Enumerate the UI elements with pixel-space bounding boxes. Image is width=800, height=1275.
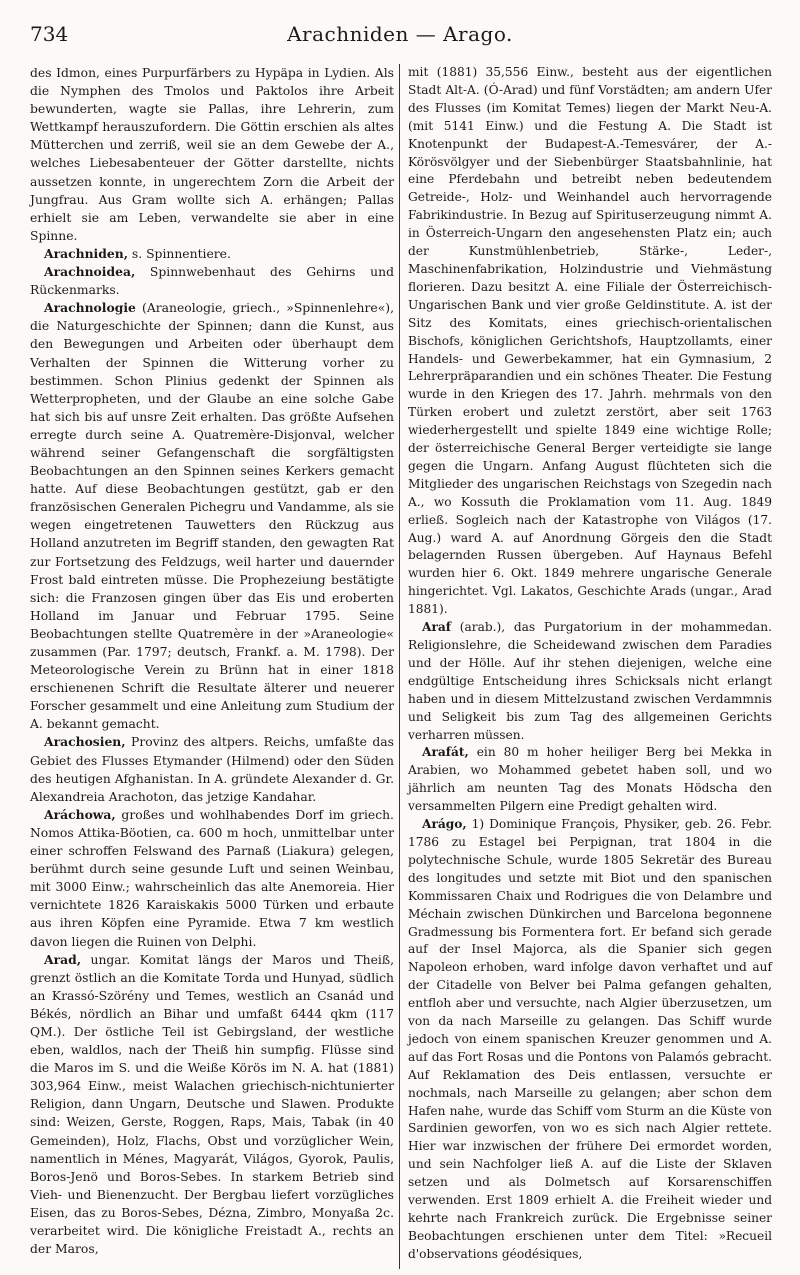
entry-text: s. Spinnentiere. [128,246,231,261]
entry-continuation [30,64,394,245]
entry-text: des Idmon, eines Purpurfärbers zu Hypäpa in Lydien. Als die Nymphen des Tmolos und Paktolos ihre Arbeit bewunderten, wagte sie Pallas, ihre Lehrerin, zum Wettkampf herauszufordern. Die Göttin erschien als altes Mütterchen und zerriß, weil sie an dem Gewebe der A., welches Liebesabenteuer der Götter darstellte, nichts aussetzen konnte, in ungerechtem Zorn die Arbeit der Jungfrau. Aus Gram wollte sich A. erhängen; Pallas erhielt sie am Leben, verwandelte sie aber in eine Spinne. [30,66,394,243]
entry-headword: Arachnologie [44,300,136,316]
entry-arachnoidea [30,263,394,299]
entry-arachnologie [30,299,394,733]
entry-headword: Arachnoidea, [44,264,136,280]
entry-headword: Arachniden, [44,245,128,261]
entry-text: ein 80 m hoher heiliger Berg bei Mekka in Arabien, wo Mohammed gebetet haben soll, und wo jährlich am neunten Tag des Monats Hödscha den versammelten Pilgern eine Predigt gehalten wird. [408,745,772,814]
entry-text: (Araneologie, griech., »Spinnenlehre«), die Naturgeschichte der Spinnen; dann die Kunst, aus den Bewegungen und Arbeiten oder überhaupt dem Verhalten der Spinnen die Witterung vorher zu bestimmen. Schon Plinius gedenkt der Spinnen als Wetterpropheten, und der Glaube an eine solche Gabe hat sich bis auf unsre Zeit erhalten. Das größte Aufsehen erregte durch seine A. Quatremère-Disjonval, welcher während seiner Gefangenschaft die sorgfältigsten Beobachtungen an den Spinnen seines Kerkers gemacht hatte. Auf diese Beobachtungen gestützt, gab er den französischen Generalen Pichegru und Vandamme, als sie wegen eingetretenen Tauwetters den Rückzug aus Holland anzutreten im Begriff standen, den gewagten Rat zur Fortsetzung des Feldzugs, weil harter und dauernder Frost bald eintreten müsse. Die Prophezeiung bestätigte sich: die Franzosen gingen über das Eis und eroberten Holland im Januar und Februar 1795. Seine Beobachtungen stellte Quatremère in der »Araneologie« zusammen (Par. 1797; deutsch, Frankf. a. M. 1798). Der Meteorologische Verein zu Brünn hat in einer 1818 erschienenen Schrift die Resultate älterer und neuerer Forscher gesammelt und eine Anleitung zum Studium der A. bekannt gemacht. [30,301,394,732]
entry-arago [408,816,772,1264]
entry-arachosien [30,733,394,805]
entry-text: mit (1881) 35,556 Einw., besteht aus der eigentlichen Stadt Alt-A. (Ó-Arad) und fünf Vorstädten; am andern Ufer des Flusses (im Komitat Temes) liegen der Markt Neu-A. (mit 5141 Einw.) und die Festung A. Die Stadt ist Knotenpunkt der Budapest-A.-Temesvárer, der A.-Körösvölgyer und der Siebenbürger Staatsbahnlinie, hat eine Pferdebahn und betreibt neben bedeutendem Getreide-, Holz- und Weinhandel auch hervorragende Fabrikindustrie. In Bezug auf Spirituserzeugung nimmt A. in Österreich-Ungarn den angesehensten Platz ein; auch der Kunstmühlenbetrieb, Stärke-, Leder-, Maschinenfabrikation, Holzindustrie und Viehmästung florieren. Dazu besitzt A. eine Filiale der Österreichisch-Ungarischen Bank und vier große Geldinstitute. A. ist der Sitz des Komitats, eines griechisch-orientalischen Bischofs, königlichen Gerichtshofs, Hauptzollamts, einer Handels- und Gewerbekammer, hat ein Gymnasium, 2 Lehrerpräparandien und ein schönes Theater. Die Festung wurde in den Kriegen des 17. Jahrh. mehrmals von den Türken erobert und zuletzt zerstört, aber seit 1763 wiederhergestellt und spielte 1849 eine wichtige Rolle; der österreichische General Berger verteidigte sie lange gegen die Ungarn. Anfang August flüchteten sich die Mitglieder des ungarischen Reichstags von Szegedin nach A., wo Kossuth die Proklamation vom 11. Aug. 1849 erließ. Sogleich nach der Katastrophe von Világos (17. Aug.) ward A. auf Anordnung Görgeis den die Stadt belagernden Russen übergeben. Auf Haynaus Befehl wurden hier 6. Okt. 1849 mehrere ungarische Generale hingerichtet. Vgl. Lakatos, Geschichte Arads (ungar., Arad 1881). [408,65,772,617]
entry-arad [30,951,394,1259]
entry-arachowa [30,806,394,951]
entry-araf [408,619,772,744]
entry-text: großes und wohlhabendes Dorf im griech. Nomos Attika-Böotien, ca. 600 m hoch, unmittelbar unter einer schroffen Felswand des Parnaß (Liakura) gelegen, berühmt durch seine gesunde Luft und seinen Weinbau, mit 3000 Einw.; wahrscheinlich das alte Anemoreia. Hier vernichtete 1826 Karaiskakis 5000 Türken und erbaute aus ihren Köpfen eine Pyramide. Etwa 7 km westlich davon liegen die Ruinen von Delphi. [30,807,394,949]
entry-headword: Arachosien, [44,734,126,750]
running-title: Arachniden — Arago. [287,22,513,46]
left-column [30,64,394,1258]
entry-text: ungar. Komitat längs der Maros und Theiß, grenzt östlich an die Komitate Torda und Hunyad, südlich an Krassó-Szörény und Temes, westlich an Csanád und Békés, nördlich an Bihar und umfaßt 6444 qkm (117 QM.). Der östliche Teil ist Gebirgsland, der westliche eben, waldlos, nach der Theiß hin sumpfig. Flüsse sind die Maros im S. und die Weiße Körös im N. A. hat (1881) 303,964 Einw., meist Walachen griechisch-nichtunierter Religion, dann Ungarn, Deutsche und Slawen. Produkte sind: Weizen, Gerste, Roggen, Raps, Mais, Tabak (in 40 Gemeinden), Holz, Flachs, Obst und vorzüglicher Wein, namentlich in Ménes, Magyarát, Világos, Gyorok, Paulis, Boros-Jenö und Boros-Sebes. In starkem Betrieb sind Vieh- und Bienenzucht. Der Bergbau liefert vorzügliches Eisen, das zu Boros-Sebes, Dézna, Zimbro, Monyaßa 2c. verarbeitet wird. Die königliche Freistadt A., rechts an der Maros, [30,952,394,1257]
entry-headword: Arad, [44,951,82,967]
entry-headword: Arafát, [422,745,469,760]
entry-continuation [408,64,772,619]
entry-headword: Arágo, [422,817,467,832]
entry-headword: Aráchowa, [44,806,116,822]
right-column [408,64,772,1264]
entry-arachniden [30,245,394,263]
entry-text: Provinz des altpers. Reichs, umfaßte das Gebiet des Flusses Etymander (Hilmend) oder den Süden des heutigen Afghanistan. In A. gründete Alexander d. Gr. Alexandreia Arachoton, das jetzige Kandahar. [30,735,394,804]
entry-text: 1) Dominique François, Physiker, geb. 26. Febr. 1786 zu Estagel bei Perpignan, trat 1804 in die polytechnische Schule, wurde 1805 Sekretär des Bureau des longitudes und setzte mit Biot und den spanischen Kommissaren Chaix und Rodrigues die von Delambre und Méchain zwischen Dünkirchen und Barcelona begonnene Gradmessung bis Formentera fort. Er befand sich gerade auf der Insel Majorca, als die Spanier sich gegen Napoleon erhoben, ward infolge davon verhaftet und auf der Citadelle von Belver bei Palma gefangen gehalten, entfloh aber und versuchte, nach Algier überzusetzen, um von da nach Marseille zu gelangen. Das Schiff wurde jedoch von einem spanischen Kreuzer genommen und A. auf das Fort Rosas und die Pontons von Palamós gebracht. Auf Reklamation des Deis entlassen, versuchte er nochmals, nach Marseille zu gelangen; aber schon dem Hafen nahe, wurde das Schiff vom Sturm an die Küste von Sardinien geworfen, von wo es sich nach Algier rettete. Hier war inzwischen der frühere Dei ermordet worden, und sein Nachfolger ließ A. auf die Liste der Sklaven setzen und als Dolmetsch auf Korsarenschiffen verwenden. Erst 1809 erhielt A. die Freiheit wieder und kehrte nach Frankreich zurück. Die Ergebnisse seiner Beobachtungen erschienen unter dem Titel: »Recueil d'observations géodésiques, [408,817,772,1261]
running-header [30,22,770,52]
page-number: 734 [30,22,69,46]
entry-arafat [408,744,772,816]
entry-text: (arab.), das Purgatorium in der mohammedan. Religionslehre, die Scheidewand zwischen dem Paradies und der Hölle. Auf ihr stehen diejenigen, welche eine endgültige Entscheidung ihres Schicksals nicht erlangt haben und in diesem Mittelzustand zwischen Verdammnis und Seligkeit bis zum Tag des allgemeinen Gerichts verharren müssen. [408,620,772,742]
entry-headword: Araf [422,620,452,635]
column-divider [399,64,400,1269]
entry-text: Spinnwebenhaut des Gehirns und Rückenmarks. [30,265,394,298]
